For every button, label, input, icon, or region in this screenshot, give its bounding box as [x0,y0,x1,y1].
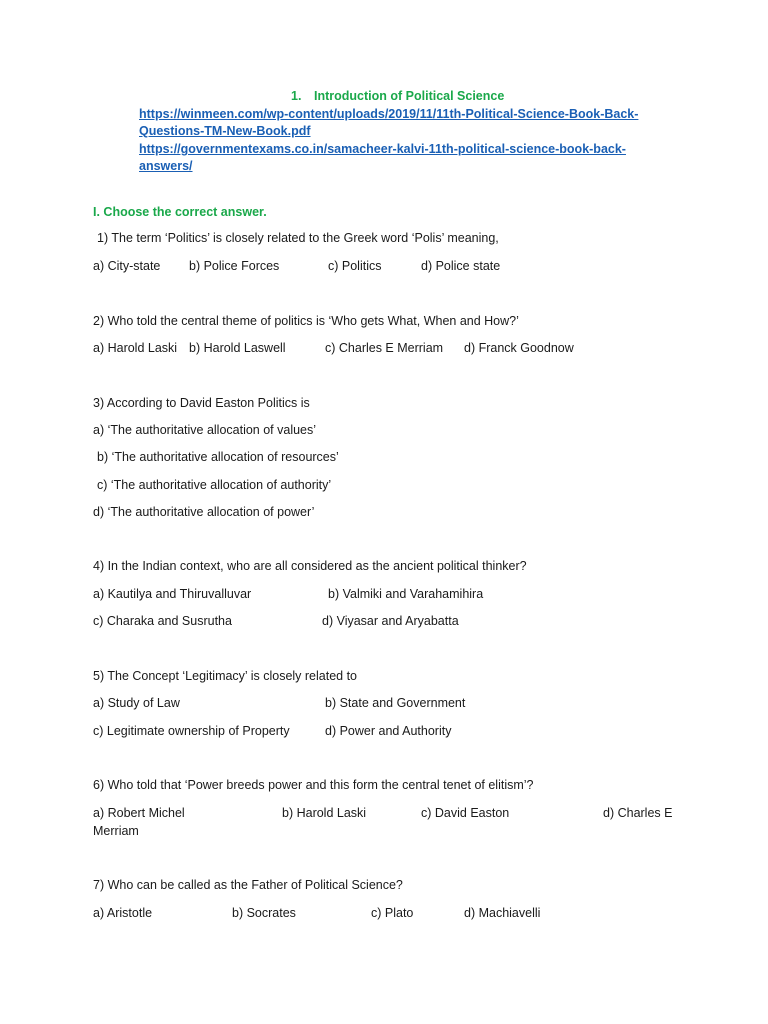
q4-option-d: d) Viyasar and Aryabatta [322,614,459,628]
page-title: Introduction of Political Science [314,89,505,103]
q2-option-a: a) Harold Laski [93,341,178,355]
link-governmentexams-line1[interactable]: https://governmentexams.co.in/samacheer-kalvi-11th-political-science-book-back- [139,142,626,156]
q4-option-a: a) Kautilya and Thiruvalluvar [93,587,252,601]
section-title: I. Choose the correct answer. [93,205,267,219]
question-5: 5) The Concept ‘Legitimacy’ is closely related to [93,669,358,683]
q3-option-b: b) ‘The authoritative allocation of resources’ [97,450,339,464]
question-1: 1) The term ‘Politics’ is closely related to the Greek word ‘Polis’ meaning, [97,231,499,245]
q7-option-b: b) Socrates [232,906,296,920]
question-3: 3) According to David Easton Politics is [93,396,310,410]
q4-option-b: b) Valmiki and Varahamihira [328,587,484,601]
link-winmeen-line1[interactable]: https://winmeen.com/wp-content/uploads/2019/11/11th-Political-Science-Book-Back- [139,107,639,121]
q6-option-b: b) Harold Laski [282,806,367,820]
q7-option-a: a) Aristotle [93,906,153,920]
q3-option-d: d) ‘The authoritative allocation of power’ [93,505,315,519]
q1-option-c: c) Politics [328,259,382,273]
link-governmentexams-line2[interactable]: answers/ [139,159,193,173]
q7-option-c: c) Plato [371,906,414,920]
link-winmeen-line2[interactable]: Questions-TM-New-Book.pdf [139,124,311,138]
question-6: 6) Who told that ‘Power breeds power and this form the central tenet of elitism’? [93,778,534,792]
question-7: 7) Who can be called as the Father of Political Science? [93,878,403,892]
q6-option-d-continued: Merriam [93,824,139,838]
q2-option-d: d) Franck Goodnow [464,341,574,355]
q6-option-d: d) Charles E [603,806,673,820]
heading-number: 1. [291,89,302,103]
q7-option-d: d) Machiavelli [464,906,541,920]
question-4: 4) In the Indian context, who are all considered as the ancient political thinker? [93,559,527,573]
question-2: 2) Who told the central theme of politics is ‘Who gets What, When and How?’ [93,314,519,328]
q5-option-d: d) Power and Authority [325,724,452,738]
q5-option-b: b) State and Government [325,696,466,710]
q3-option-a: a) ‘The authoritative allocation of values’ [93,423,317,437]
q6-option-c: c) David Easton [421,806,510,820]
q4-option-c: c) Charaka and Susrutha [93,614,232,628]
q1-option-a: a) City-state [93,259,161,273]
q3-option-c: c) ‘The authoritative allocation of authority’ [97,478,332,492]
q6-option-a: a) Robert Michel [93,806,185,820]
q1-option-d: d) Police state [421,259,501,273]
q5-option-c: c) Legitimate ownership of Property [93,724,290,738]
q2-option-c: c) Charles E Merriam [325,341,444,355]
q5-option-a: a) Study of Law [93,696,180,710]
q1-option-b: b) Police Forces [189,259,280,273]
q2-option-b: b) Harold Laswell [189,341,286,355]
